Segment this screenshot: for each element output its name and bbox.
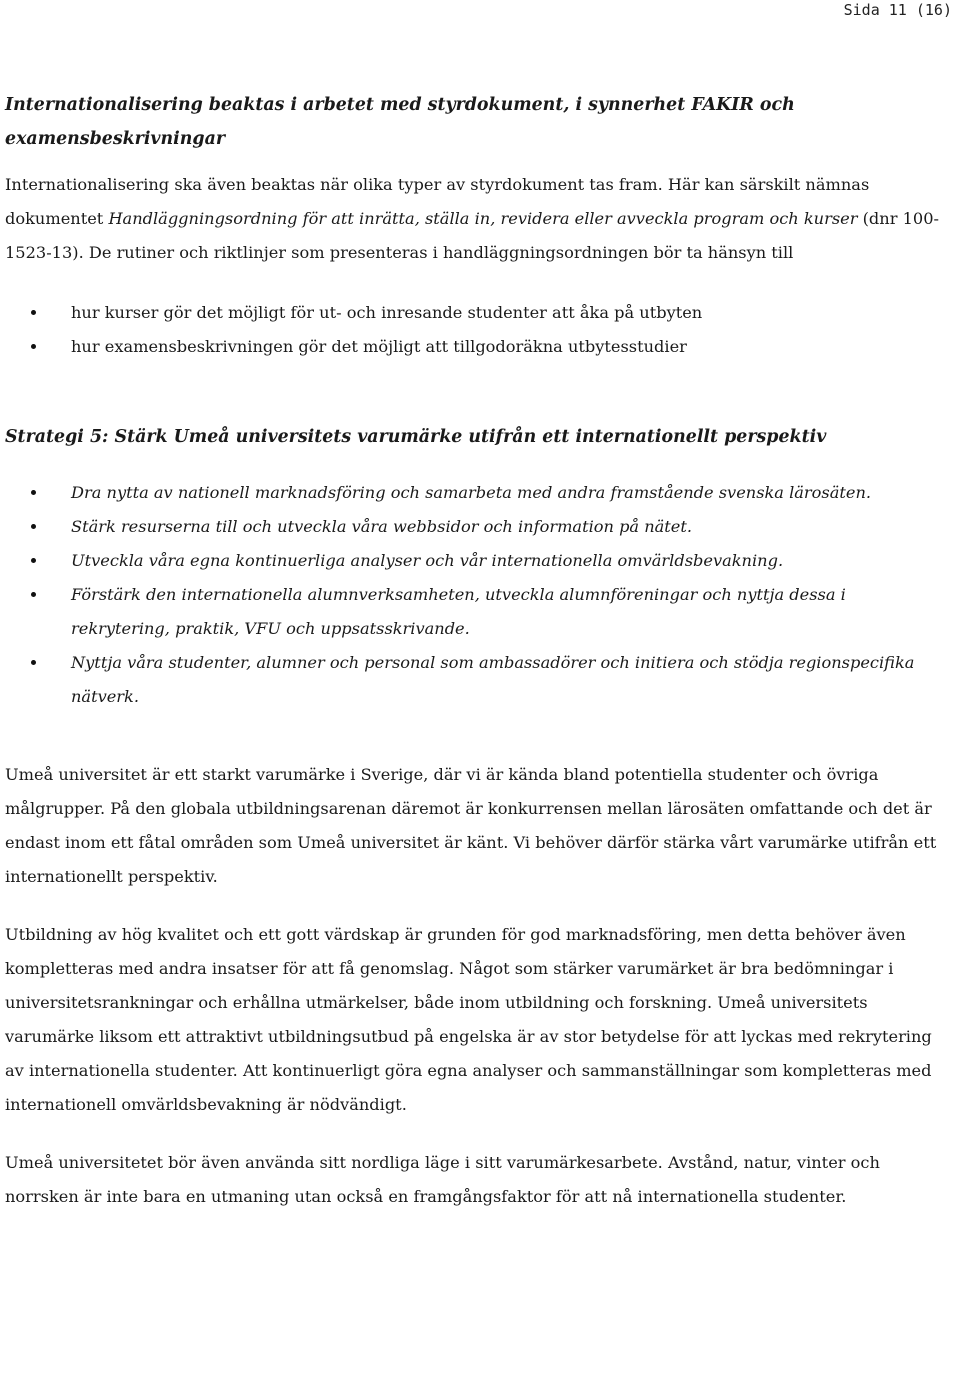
paragraph-brand: Umeå universitet är ett starkt varumärke i Sverige, där vi är kända bland potentiella studenter och övriga målgrupper. På den globala utbildningsarenan däremot är konkurrensen mellan lärosäten omfattande och det är endast inom ett fåtal områden som Umeå universitet är känt. Vi behöver därför stärka vårt varumärke utifrån ett internationellt perspektiv. <box>5 765 937 886</box>
intro-paragraph <box>5 168 940 270</box>
list-item: Dra nytta av nationell marknadsföring och samarbeta med andra framstående svenska lärosäten. <box>5 476 940 510</box>
list-item: Utveckla våra egna kontinuerliga analyser och vår internationella omvärldsbevakning. <box>5 544 940 578</box>
list-item: hur examensbeskrivningen gör det möjligt att tillgodoräkna utbytesstudier <box>5 330 940 364</box>
paragraph-location: Umeå universitetet bör även använda sitt nordliga läge i sitt varumärkesarbete. Avstånd, natur, vinter och norrsken är inte bara en utmaning utan också en framgångsfaktor för att nå internationella studenter. <box>5 1153 880 1206</box>
considerations-list <box>5 296 940 364</box>
section-heading-internationalisering: Internationalisering beaktas i arbetet med styrdokument, i synnerhet FAKIR och examensbeskrivningar <box>5 95 795 149</box>
list-item: Förstärk den internationella alumnverksamheten, utveckla alumnföreningar och nyttja dessa i rekrytering, praktik, VFU och uppsatsskrivande. <box>5 578 940 646</box>
document-body <box>5 88 940 1214</box>
list-item: Stärk resurserna till och utveckla våra webbsidor och information på nätet. <box>5 510 940 544</box>
list-item: Nyttja våra studenter, alumner och personal som ambassadörer och initiera och stödja regionspecifika nätverk. <box>5 646 940 714</box>
document-title: Handläggningsordning för att inrätta, ställa in, revidera eller avveckla program och kurser <box>108 209 858 228</box>
intro-text-1: Internationalisering ska även beaktas när olika typer av styrdokument tas fram. Här kan särskilt nämnas dokumentet <box>5 175 870 228</box>
intro-text-2: (dnr 100-1523-13). De rutiner och riktlinjer som presenteras i handläggningsordningen bör ta hänsyn till <box>5 209 939 262</box>
paragraph-quality: Utbildning av hög kvalitet och ett gott värdskap är grunden för god marknadsföring, men detta behöver även kompletteras med andra insatser för att få genomslag. Något som stärker varumärket är bra bedömningar i universitetsrankningar och erhållna utmärkelser, både inom utbildning och forskning. Umeå universitets varumärke liksom ett attraktivt utbildningsutbud på engelska är av stor betydelse för att lyckas med rekrytering av internationella studenter. Att kontinuerligt göra egna analyser och sammanställningar som kompletteras med internationell omvärldsbevakning är nödvändigt. <box>5 925 932 1114</box>
page-number: Sida 11 (16) <box>843 1 952 19</box>
strategy-list <box>5 476 940 714</box>
strategy-heading: Strategi 5: Stärk Umeå universitets varumärke utifrån ett internationellt perspektiv <box>5 427 827 447</box>
list-item: hur kurser gör det möjligt för ut- och inresande studenter att åka på utbyten <box>5 296 940 330</box>
